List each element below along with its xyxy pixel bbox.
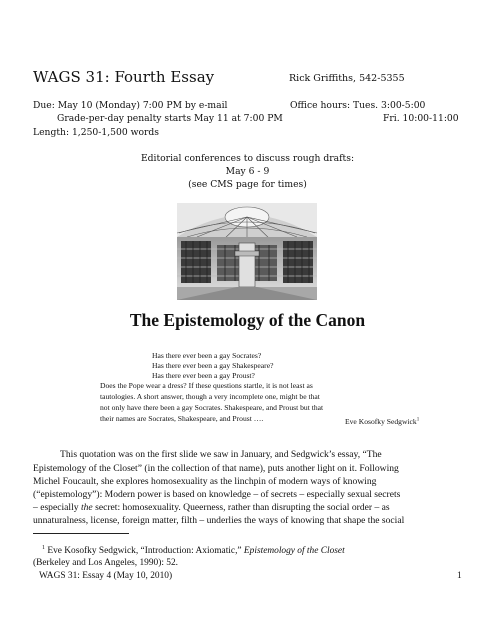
quote-line: not only have there been a gay Socrates. Shakespeare, and Proust but that xyxy=(100,403,324,412)
quote-line: Does the Pope wear a dress? If these questions startle, it is not least as xyxy=(100,381,313,390)
body-line xyxy=(33,501,469,514)
body-line: This quotation was on the first slide we saw in January, and Sedgwick’s essay, “The xyxy=(60,449,382,460)
page-number: 1 xyxy=(457,571,462,581)
footnote-text: Eve Kosofky Sedgwick, “Introduction: Axiomatic,” xyxy=(45,546,244,557)
panopticon-photo xyxy=(177,203,317,300)
body-line: Michel Foucault, she explores homosexuality as the linchpin of modern ways of knowing xyxy=(33,476,377,487)
body-line: (“epistemology”): Modern power is based on knowledge – of secrets – especially sexual secrets xyxy=(33,489,401,500)
emphasis-text: the xyxy=(80,502,93,513)
footnote-number: 1 xyxy=(42,545,45,551)
conference-dates: May 6 - 9 xyxy=(225,166,270,177)
essay-title: The Epistemology of the Canon xyxy=(129,310,366,330)
quote-line: Has there ever been a gay Socrates? xyxy=(152,351,262,360)
attribution-text: Eve Kosofky Sedgwick xyxy=(345,417,417,426)
conference-note: (see CMS page for times) xyxy=(188,179,307,190)
quote-line: tautologies. A short answer, though a very incomplete one, might be that xyxy=(100,392,320,401)
office-hours-friday: Fri. 10:00-11:00 xyxy=(383,113,459,124)
late-penalty: Grade-per-day penalty starts May 11 at 7:00 PM xyxy=(57,113,283,124)
footnote-line xyxy=(42,545,345,556)
footnote-line-2: (Berkeley and Los Angeles, 1990): 52. xyxy=(33,558,179,568)
quote-line: Has there ever been a gay Shakespeare? xyxy=(152,361,274,370)
body-text-span: secret: homosexuality. Queerness, rather than disrupting the social order – as xyxy=(92,502,390,513)
length-requirement: Length: 1,250-1,500 words xyxy=(33,127,159,138)
body-text-span: – especially xyxy=(33,502,81,513)
quote-line: their names are Socrates, Shakespeare, and Proust …. xyxy=(100,414,264,423)
course-title: WAGS 31: Fourth Essay xyxy=(33,68,215,86)
due-date: Due: May 10 (Monday) 7:00 PM by e-mail xyxy=(33,100,228,111)
office-hours-tuesday: Office hours: Tues. 3:00-5:00 xyxy=(290,100,426,111)
body-line: unnaturalness, license, foreign matter, filth – underlies the ways of knowing that shape the social xyxy=(33,515,405,526)
footnote-book-title: Epistemology of the Closet xyxy=(243,546,345,557)
footnote-divider xyxy=(33,533,129,534)
page-footer: WAGS 31: Essay 4 (May 10, 2010) xyxy=(39,571,173,581)
body-line: Epistemology of the Closet” (in the collection of that name), puts another light on it. Following xyxy=(33,463,399,474)
conference-heading: Editorial conferences to discuss rough drafts: xyxy=(140,153,355,164)
footnote-marker: 1 xyxy=(416,417,420,423)
quote-line: Has there ever been a gay Proust? xyxy=(152,371,255,380)
quote-attribution xyxy=(345,417,419,426)
instructor-contact: Rick Griffiths, 542-5355 xyxy=(289,73,405,84)
